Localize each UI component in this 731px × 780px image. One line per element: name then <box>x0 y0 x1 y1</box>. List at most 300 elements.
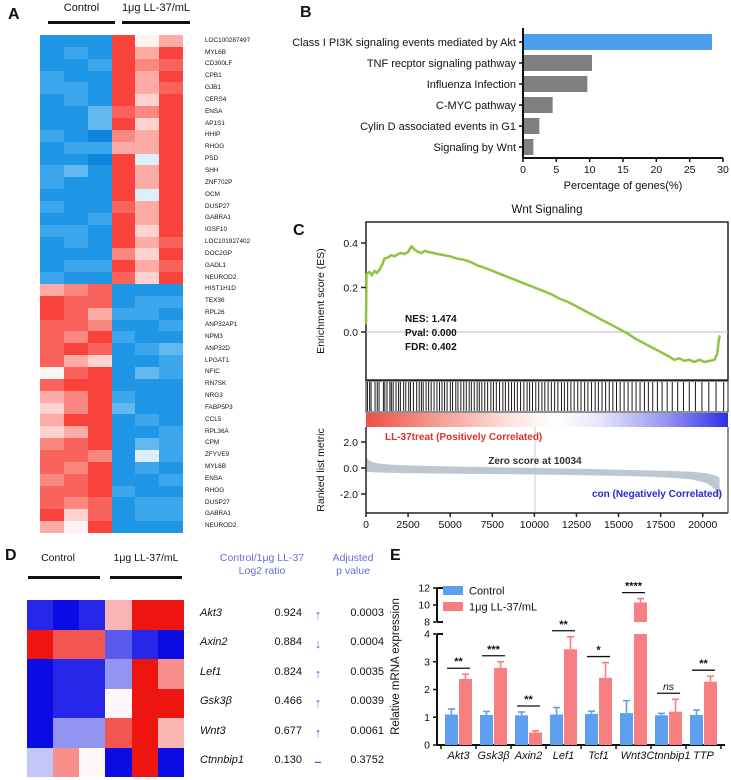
e-y-tick: 1 <box>424 711 430 724</box>
heatmap-a-cell <box>159 118 183 130</box>
heatmap-a-cell <box>159 130 183 142</box>
heatmap-a-cell <box>159 71 183 83</box>
heatmap-a-cell <box>135 450 159 462</box>
heatmap-a-cell <box>159 213 183 225</box>
heatmap-a-cell <box>112 142 136 154</box>
heatmap-a-cell <box>40 106 64 118</box>
gsea-metric-tick: -2.0 <box>339 488 358 501</box>
heatmap-a-cell <box>112 260 136 272</box>
heatmap-d-cell <box>53 689 79 719</box>
up-arrow-icon: ↑ <box>314 695 322 711</box>
heatmap-a-cell <box>112 248 136 260</box>
heatmap-a-cell <box>88 367 112 379</box>
heatmap-d-cell <box>27 659 53 689</box>
panel-b-label: B <box>300 4 312 21</box>
heatmap-a-cell <box>64 189 88 201</box>
heatmap-a-cell <box>112 165 136 177</box>
heatmap-a-cell <box>112 343 136 355</box>
heatmap-a-cell <box>40 308 64 320</box>
heatmap-d-cell <box>132 600 158 630</box>
heatmapA-group-ll37-label: 1μg LL-37/mL <box>121 2 191 14</box>
dash-icon: – <box>314 754 322 770</box>
heatmap-d-cell <box>79 659 105 689</box>
heatmap-d-cell <box>105 748 131 778</box>
heatmap-a-cell <box>159 343 183 355</box>
heatmap-a-cell <box>64 403 88 415</box>
heatmap-a-cell <box>135 391 159 403</box>
heatmap-a-cell <box>112 355 136 367</box>
gsea-x-tick: 2500 <box>396 519 420 531</box>
e-bar <box>515 715 528 745</box>
heatmap-a-gene-label: GABRA1 <box>205 510 231 518</box>
heatmap-a-gene-label: TEX36 <box>205 297 225 305</box>
zero-score-label: Zero score at 10034 <box>488 456 582 467</box>
heatmap-a-cell <box>112 486 136 498</box>
d-table-row <box>200 636 385 658</box>
heatmap-a-cell <box>112 296 136 308</box>
heatmap-a-cell <box>135 403 159 415</box>
heatmap-a-gene-label: NEUROD2 <box>205 522 237 530</box>
heatmap-a-cell <box>64 154 88 166</box>
d-p-value: 0.0003 <box>350 606 384 619</box>
heatmap-d-cell <box>158 600 184 630</box>
heatmap-a-cell <box>64 82 88 94</box>
heatmap-a-cell <box>135 59 159 71</box>
heatmap-a-gene-label: RHOG <box>205 143 225 151</box>
heatmap-a-cell <box>64 94 88 106</box>
heatmap-a-cell <box>40 438 64 450</box>
heatmap-a-cell <box>135 106 159 118</box>
heatmap-a-cell <box>88 82 112 94</box>
heatmap-a-gene-label: LOC100287497 <box>205 36 251 44</box>
heatmap-a-cell <box>64 426 88 438</box>
e-bar-upper <box>634 602 647 622</box>
heatmap-a-cell <box>159 414 183 426</box>
heatmap-a-cell <box>88 177 112 189</box>
gsea-metric-axis-label: Ranked list metric <box>315 428 327 512</box>
heatmap-d-cell <box>105 630 131 660</box>
e-category-label: Akt3 <box>447 750 470 762</box>
heatmap-a-cell <box>64 106 88 118</box>
heatmap-d-cell <box>79 600 105 630</box>
heatmap-a-cell <box>64 118 88 130</box>
d-log2-ratio: 0.677 <box>274 724 302 737</box>
heatmap-a-cell <box>135 35 159 47</box>
heatmap-a-cell <box>88 260 112 272</box>
heatmap-a-cell <box>159 47 183 59</box>
heatmap-a-cell <box>135 497 159 509</box>
heatmap-a-cell <box>40 509 64 521</box>
e-bar <box>599 678 612 745</box>
heatmap-d-cell <box>158 689 184 719</box>
heatmap-a-cell <box>135 367 159 379</box>
heatmap-a-cell <box>112 426 136 438</box>
e-y-axis-label: Relative mRNA expression <box>390 598 402 735</box>
heatmap-a-cell <box>64 509 88 521</box>
e-category-label: TTP <box>693 750 714 762</box>
heatmap-d-cell <box>158 718 184 748</box>
d-gene-name: Lef1 <box>200 665 222 678</box>
heatmap-a-cell <box>40 165 64 177</box>
e-category-label: Gsk3β <box>477 750 510 762</box>
heatmap-a-cell <box>88 521 112 533</box>
heatmap-a-cell <box>159 94 183 106</box>
e-y-tick: 8 <box>424 616 430 629</box>
heatmap-d <box>27 600 184 777</box>
heatmap-a-cell <box>40 47 64 59</box>
d-gene-table <box>200 600 385 777</box>
heatmap-a-cell <box>88 284 112 296</box>
heatmap-a-cell <box>40 189 64 201</box>
heatmap-d-cell <box>158 659 184 689</box>
d-gene-name: Ctnnbip1 <box>200 754 245 767</box>
heatmap-a-cell <box>159 450 183 462</box>
heatmap-a-cell <box>159 331 183 343</box>
heatmap-a-cell <box>135 118 159 130</box>
heatmap-a-cell <box>159 59 183 71</box>
heatmap-a-cell <box>135 201 159 213</box>
heatmap-a-cell <box>88 391 112 403</box>
heatmap-d-cell <box>27 600 53 630</box>
e-category-label: Ctnnbip1 <box>646 750 691 762</box>
heatmap-a-cell <box>40 497 64 509</box>
gsea-x-tick: 12500 <box>561 519 592 531</box>
heatmap-a-cell <box>64 47 88 59</box>
heatmap-a-cell <box>64 237 88 249</box>
e-bar <box>480 715 493 745</box>
heatmap-a-cell <box>88 438 112 450</box>
heatmap-d-cell <box>53 718 79 748</box>
gsea-metric-tick: 0.0 <box>343 462 358 475</box>
up-arrow-icon: ↑ <box>314 724 322 740</box>
heatmap-a-cell <box>64 272 88 284</box>
heatmap-d-cell <box>27 630 53 660</box>
e-bar <box>585 714 598 745</box>
up-arrow-icon: ↑ <box>314 665 322 681</box>
heatmap-a-cell <box>135 213 159 225</box>
heatmap-a-cell <box>112 462 136 474</box>
e-category-label: Axin2 <box>514 750 543 762</box>
d-table-row <box>200 695 385 717</box>
heatmap-a-cell <box>88 343 112 355</box>
heatmap-a-cell <box>40 82 64 94</box>
heatmap-a-cell <box>135 474 159 486</box>
heatmap-a-cell <box>64 521 88 533</box>
heatmap-a-gene-label: RN7SK <box>205 380 227 388</box>
heatmapD-group-control-bar <box>28 576 100 579</box>
heatmap-a-cell <box>159 521 183 533</box>
pathway-category-label: Cylin D associated events in G1 <box>360 121 516 133</box>
heatmap-a-gene-label: CPB1 <box>205 72 222 80</box>
heatmap-a-cell <box>135 521 159 533</box>
heatmap-d-cell <box>79 689 105 719</box>
heatmap-a-cell <box>64 248 88 260</box>
d-gene-name: Axin2 <box>200 636 228 649</box>
heatmap-a-cell <box>88 130 112 142</box>
heatmap-a-cell <box>40 379 64 391</box>
significance-label: **** <box>624 580 643 593</box>
heatmap-a-cell <box>40 331 64 343</box>
d-table-row <box>200 754 385 776</box>
heatmap-a-cell <box>40 426 64 438</box>
heatmap-a-cell <box>112 201 136 213</box>
gsea-title: Wnt Signaling <box>511 204 583 216</box>
heatmap-a-cell <box>135 154 159 166</box>
d-log2-ratio: 0.130 <box>274 754 302 767</box>
pathway-bar <box>524 55 592 71</box>
gsea-es-tick: 0.2 <box>343 282 358 295</box>
e-y-tick: 10 <box>418 599 430 612</box>
heatmap-a-cell <box>135 225 159 237</box>
pathway-x-tick: 15 <box>617 164 629 176</box>
heatmap-a-cell <box>88 248 112 260</box>
heatmap-a-cell <box>40 225 64 237</box>
heatmap-a-cell <box>112 414 136 426</box>
heatmap-a-cell <box>64 497 88 509</box>
heatmap-a-cell <box>40 284 64 296</box>
pathway-category-label: TNF recptor signaling pathway <box>366 58 516 70</box>
rank-gradient-bar <box>366 413 728 427</box>
heatmap-a-cell <box>88 189 112 201</box>
heatmap-a-cell <box>135 379 159 391</box>
heatmap-a-cell <box>135 71 159 83</box>
heatmap-a-cell <box>159 296 183 308</box>
heatmap-a-cell <box>159 497 183 509</box>
significance-label: ** <box>699 658 708 671</box>
e-bar <box>494 668 507 745</box>
heatmap-a-cell <box>40 414 64 426</box>
e-bar <box>445 714 458 745</box>
heatmap-a-gene-label: GJB1 <box>205 84 221 92</box>
heatmap-a-cell <box>40 201 64 213</box>
heatmap-a-cell <box>88 225 112 237</box>
heatmap-a-cell <box>135 260 159 272</box>
heatmap-a-cell <box>40 154 64 166</box>
heatmap-a-cell <box>159 106 183 118</box>
gsea-x-tick: 17500 <box>646 519 676 531</box>
heatmap-a-cell <box>159 284 183 296</box>
heatmap-a-cell <box>135 284 159 296</box>
legend-ll37-label: 1μg LL-37/mL <box>469 601 538 614</box>
heatmap-a-gene-label: ENSA <box>205 474 223 482</box>
heatmap-a-cell <box>64 213 88 225</box>
heatmap-a-cell <box>159 379 183 391</box>
heatmap-a-cell <box>40 272 64 284</box>
heatmap-a-cell <box>64 130 88 142</box>
heatmapD-group-control-label: Control <box>41 552 75 564</box>
heatmap-a-gene-label: ANP32D <box>205 344 230 352</box>
heatmap-d-cell <box>53 630 79 660</box>
heatmap-a <box>40 35 183 533</box>
heatmap-a-cell <box>159 438 183 450</box>
e-bar <box>690 715 703 745</box>
heatmap-a-cell <box>64 462 88 474</box>
heatmap-a-cell <box>40 118 64 130</box>
heatmap-a-cell <box>88 355 112 367</box>
significance-label: ** <box>524 693 533 706</box>
heatmap-a-gene-label: NRG3 <box>205 392 223 400</box>
pathway-bar <box>524 34 712 50</box>
heatmap-a-cell <box>159 260 183 272</box>
heatmap-a-gene-label: AP1S1 <box>205 119 225 127</box>
heatmap-a-cell <box>88 201 112 213</box>
heatmap-a-cell <box>135 94 159 106</box>
heatmap-d-cell <box>53 748 79 778</box>
heatmap-a-cell <box>135 486 159 498</box>
heatmap-a-cell <box>64 450 88 462</box>
heatmap-a-cell <box>112 308 136 320</box>
heatmap-a-cell <box>135 331 159 343</box>
heatmap-a-cell <box>88 403 112 415</box>
d-table-row <box>200 666 385 688</box>
heatmap-a-cell <box>40 177 64 189</box>
heatmap-d-cell <box>158 630 184 660</box>
up-arrow-icon: ↑ <box>314 606 322 622</box>
heatmap-a-cell <box>40 94 64 106</box>
heatmap-d-cell <box>105 659 131 689</box>
heatmap-a-cell <box>88 474 112 486</box>
heatmap-a-cell <box>159 142 183 154</box>
d-p-value: 0.0035 <box>350 665 384 678</box>
heatmap-a-cell <box>159 82 183 94</box>
heatmap-a-cell <box>40 450 64 462</box>
heatmap-a-cell <box>135 142 159 154</box>
heatmap-a-cell <box>135 296 159 308</box>
heatmap-a-cell <box>64 225 88 237</box>
heatmap-a-cell <box>64 379 88 391</box>
heatmap-a-cell <box>40 130 64 142</box>
heatmap-a-cell <box>135 47 159 59</box>
heatmap-a-cell <box>40 320 64 332</box>
heatmap-a-gene-label: IGSF10 <box>205 226 228 234</box>
d-ratio-header-line1: Control/1μg LL-37 <box>219 552 305 564</box>
heatmap-a-cell <box>159 35 183 47</box>
e-y-tick: 4 <box>424 628 430 641</box>
heatmap-a-cell <box>40 71 64 83</box>
heatmap-a-cell <box>40 59 64 71</box>
heatmapD-group-ll37-label: 1μg LL-37/mL <box>113 552 179 564</box>
heatmap-d-cell <box>105 689 131 719</box>
heatmap-a-gene-label: RPL36A <box>205 427 229 435</box>
heatmap-a-gene-label: DOC2GP <box>205 249 232 257</box>
heatmap-a-cell <box>159 403 183 415</box>
heatmap-a-gene-label: HIST1H1D <box>205 285 236 293</box>
d-log2-ratio: 0.824 <box>274 665 302 678</box>
heatmap-d-cell <box>79 748 105 778</box>
heatmap-a-cell <box>88 154 112 166</box>
significance-label: *** <box>487 643 500 656</box>
heatmap-a-cell <box>135 189 159 201</box>
heatmap-a-cell <box>64 367 88 379</box>
heatmapD-group-ll37-bar <box>110 576 182 579</box>
d-log2-ratio: 0.466 <box>274 695 302 708</box>
heatmap-a-gene-label: NPM3 <box>205 332 223 340</box>
heatmap-a-cell <box>40 296 64 308</box>
heatmap-a-cell <box>88 272 112 284</box>
heatmap-a-cell <box>40 248 64 260</box>
panel-c-label: C <box>293 222 305 239</box>
heatmap-a-cell <box>112 403 136 415</box>
e-bar <box>634 634 647 745</box>
heatmap-a-cell <box>64 201 88 213</box>
heatmap-a-cell <box>135 308 159 320</box>
positively-correlated-label: LL-37treat (Positively Correlated) <box>385 432 543 443</box>
gsea-fdr: FDR: 0.402 <box>405 342 457 353</box>
heatmap-a-cell <box>64 438 88 450</box>
heatmap-a-cell <box>40 343 64 355</box>
d-table-p-header <box>324 552 382 578</box>
heatmap-a-gene-label: SHH <box>205 167 219 174</box>
heatmap-a-cell <box>112 118 136 130</box>
legend-control-label: Control <box>469 585 505 598</box>
pathway-bar <box>524 76 587 92</box>
heatmap-a-cell <box>112 94 136 106</box>
heatmap-a-cell <box>135 462 159 474</box>
heatmap-a-cell <box>40 474 64 486</box>
heatmap-a-cell <box>64 331 88 343</box>
heatmap-a-gene-label: HHIP <box>205 131 221 139</box>
heatmap-a-cell <box>159 320 183 332</box>
heatmap-a-cell <box>112 450 136 462</box>
heatmap-a-cell <box>64 59 88 71</box>
heatmapA-group-control-label: Control <box>63 2 100 14</box>
pathway-category-label: Signaling by Wnt <box>433 142 516 154</box>
heatmap-a-cell <box>88 379 112 391</box>
e-bar <box>655 715 668 745</box>
heatmap-a-gene-label: CD300LF <box>205 60 233 68</box>
pathway-x-axis-label: Percentage of genes(%) <box>563 180 683 192</box>
gsea-x-tick: 20000 <box>688 519 718 531</box>
heatmap-a-cell <box>112 154 136 166</box>
heatmap-a-cell <box>135 509 159 521</box>
heatmap-a-cell <box>88 213 112 225</box>
heatmap-a-gene-label: ZNF702P <box>205 178 233 186</box>
heatmap-a-cell <box>88 509 112 521</box>
heatmap-a-cell <box>64 71 88 83</box>
d-p-header-line1: Adjusted <box>332 552 374 564</box>
heatmap-a-gene-label: CCL5 <box>205 415 222 423</box>
heatmap-a-cell <box>159 509 183 521</box>
heatmap-a-cell <box>112 35 136 47</box>
d-p-value: 0.0039 <box>350 695 384 708</box>
heatmap-a-cell <box>88 94 112 106</box>
significance-label: ** <box>559 618 568 631</box>
qpcr-bar-chart <box>385 545 731 780</box>
heatmap-a-cell <box>40 35 64 47</box>
heatmap-a-cell <box>64 391 88 403</box>
e-bar <box>704 682 717 745</box>
heatmap-a-cell <box>40 486 64 498</box>
heatmap-a-cell <box>40 142 64 154</box>
negatively-correlated-label: con (Negatively Correlated) <box>591 489 722 500</box>
legend-ll37-swatch <box>443 602 463 611</box>
d-gene-name: Gsk3β <box>200 695 232 708</box>
d-table-ratio-header <box>214 552 310 578</box>
heatmap-a-cell <box>112 189 136 201</box>
heatmapA-group-control-bar <box>48 21 115 24</box>
heatmap-a-cell <box>112 59 136 71</box>
heatmap-a-cell <box>64 284 88 296</box>
d-ratio-header-line2: Log2 ratio <box>238 565 286 577</box>
heatmap-a-cell <box>112 438 136 450</box>
heatmap-a-cell <box>112 284 136 296</box>
d-p-header-line2: p value <box>336 565 370 577</box>
heatmap-a-cell <box>159 201 183 213</box>
heatmap-a-gene-label: FABP5P3 <box>205 403 233 411</box>
pathway-bar-chart <box>290 0 731 200</box>
e-category-label: Tcf1 <box>588 750 609 762</box>
d-gene-name: Wnt3 <box>200 724 226 737</box>
